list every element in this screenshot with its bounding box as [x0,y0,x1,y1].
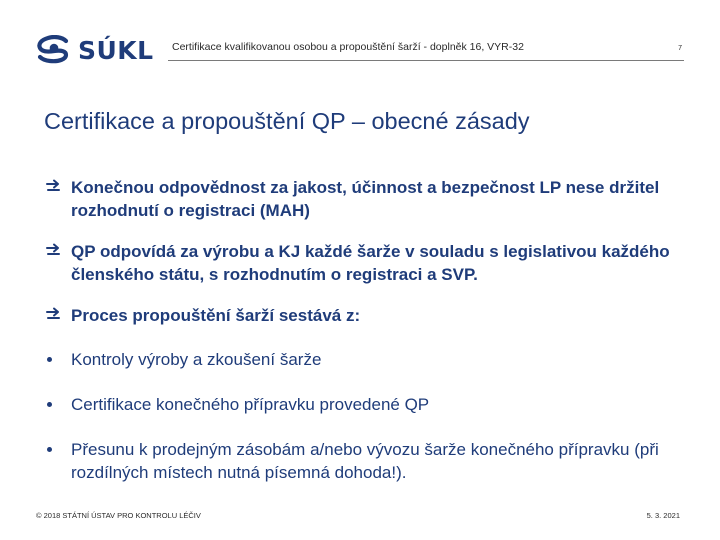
slide-content [44,176,684,484]
sukl-logo-icon [36,35,72,65]
footer-date: 5. 3. 2021 [646,511,680,520]
logo-text: SÚKL [78,35,154,65]
round-bullet-icon [47,447,52,452]
page-number: 7 [678,45,682,52]
list-item-text: QP odpovídá za výrobu a KJ každé šarže v souladu s legislativou každého členského státu, s rozhodnutím o registraci a SVP. [71,242,670,284]
list-item-text: Proces propouštění šarží sestává z: [71,306,361,325]
header-divider [168,60,684,61]
round-bullet-icon [47,402,52,407]
list-item-text: Konečnou odpovědnost za jakost, účinnost a bezpečnost LP nese držitel rozhodnutí o registraci (MAH) [71,178,660,220]
list-item [44,240,684,286]
list-item [44,176,684,222]
slide-title: Certifikace a propouštění QP – obecné zásady [44,108,530,134]
list-item [44,438,684,484]
sukl-logo [36,32,154,68]
arrow-bullet-icon [44,242,62,260]
arrow-bullet-icon [44,306,62,324]
list-item [44,304,684,327]
list-item [44,393,684,416]
footer-copyright: © 2018 STÁTNÍ ÚSTAV PRO KONTROLU LÉČIV [36,511,201,520]
list-item-text: Certifikace konečného přípravku provedené QP [71,395,430,414]
header-title: Certifikace kvalifikovanou osobou a propouštění šarží - doplněk 16, VYR-32 [172,41,524,53]
list-item [44,348,684,371]
round-bullet-icon [47,357,52,362]
list-item-text: Přesunu k prodejným zásobám a/nebo vývozu šarže konečného přípravku (při rozdílných místech nutná písemná dohoda!). [71,440,659,482]
list-item-text: Kontroly výroby a zkoušení šarže [71,350,322,369]
arrow-bullet-icon [44,178,62,196]
